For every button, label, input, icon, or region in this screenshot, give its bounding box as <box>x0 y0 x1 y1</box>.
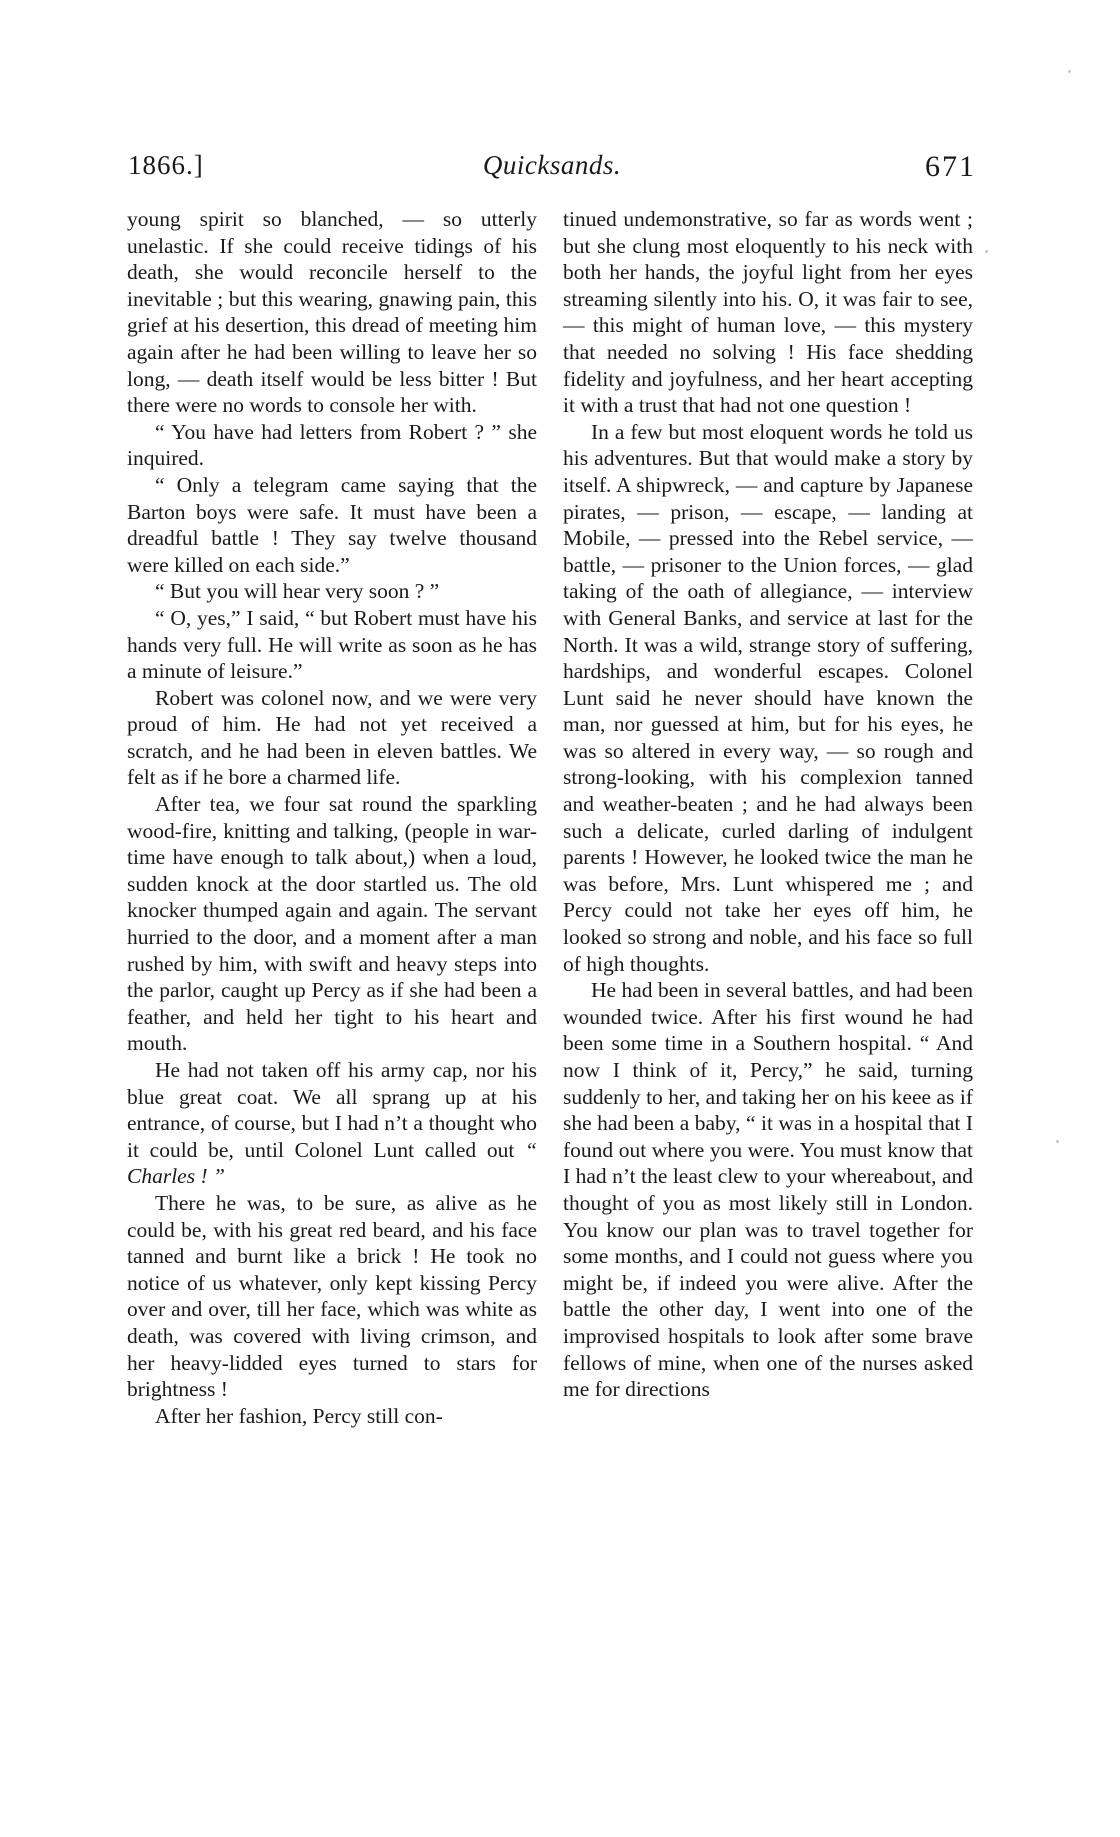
paper-speck <box>1056 1140 1059 1143</box>
paragraph: Robert was colonel now, and we were very proud of him. He had not yet received a scratch, and he had been in eleven battles. We felt as if he bore a charmed life. <box>127 685 537 790</box>
paper-speck <box>1068 70 1071 73</box>
header-title: Quicksands. <box>482 150 622 180</box>
paragraph: “ Only a telegram came saying that the Barton boys were safe. It must have been a dreadful battle ! They say twelve thousand were killed on each side.” <box>127 472 537 577</box>
paragraph: There he was, to be sure, as alive as he could be, with his great red beard, and his face tanned and burnt like a brick ! He took no notice of us whatever, only kept kissing Percy over and over, till her face, which was white as death, was covered with living crimson, and her heavy-lidded eyes turned to stars for brightness ! <box>127 1190 537 1402</box>
paragraph: “ O, yes,” I said, “ but Robert must have his hands very full. He will write as soon as he has a minute of leisure.” <box>127 605 537 684</box>
paragraph-text: He had not taken off his army cap, nor his blue great coat. We all sprang up at his entrance, of course, but I had n’t a thought who it could be, until Colonel Lunt called out <box>127 1058 537 1162</box>
header-year: 1866.] <box>128 150 204 180</box>
running-header <box>128 150 976 190</box>
paragraph: young spirit so blanched, — so utterly unelastic. If she could receive tidings of his death, she would reconcile herself to the inevitable ; but this wearing, gnawing pain, this grief at his desertion, this dread of meeting him again after he had been willing to leave her so long, — death itself would be less bitter ! But there were no words to console her with. <box>127 207 537 418</box>
paragraph: He had been in several battles, and had been wounded twice. After his first wound he had been some time in a Southern hospital. “ And now I think of it, Percy,” he said, turning suddenly to her, and taking her on his keee as if she had been a baby, “ it was in a hospital that I found out where you were. You must know that I had n’t the least clew to your whereabout, and thought of you as most likely still in London. You know our plan was to travel together for some months, and I could not guess where you might be, if indeed you were alive. After the battle the other day, I went into one of the improvised hospitals to look after some brave fellows of mine, when one of the nurses asked me for directions <box>563 978 973 1402</box>
paragraph: “ But you will hear very soon ? ” <box>155 579 440 604</box>
paragraph-with-exclamation <box>127 1057 537 1190</box>
italic-exclamation: “ Charles ! ” <box>127 1137 537 1189</box>
paper-speck <box>985 250 988 253</box>
paragraph: In a few but most eloquent words he told us his adventures. But that would make a story by itself. A shipwreck, — and capture by Japanese pirates, — prison, — escape, — landing at Mobile, — pressed into the Rebel service, — battle, — prisoner to the Union forces, — glad taking of the oath of allegiance, — interview with General Banks, and service at last for the North. It was a wild, strange story of suffering, hardships, and wonderful escapes. Colonel Lunt said he never should have known the man, nor guessed at him, but for his eyes, he was so altered in every way, — so rough and strong-looking, with his complexion tanned and weather-beaten ; and he had always been such a delicate, curled darling of indulgent parents ! However, he looked twice the man he was before, Mrs. Lunt whispered me ; and Percy could not take her eyes off him, he looked so strong and noble, and his face so full of high thoughts. <box>563 419 973 976</box>
paragraph: tinued undemonstrative, so far as words went ; but she clung most eloquently to his neck with both her hands, the joyful light from her eyes streaming silently into his. O, it was fair to see, — this might of human love, — this mystery that needed no solving ! His face shedding fidelity and joyfulness, and her heart accepting it with a trust that had not one question ! <box>563 207 973 418</box>
paragraph: After tea, we four sat round the sparkling wood-fire, knitting and talking, (people in war-time have enough to talk about,) when a loud, sudden knock at the door startled us. The old knocker thumped again and again. The servant hurried to the door, and a moment after a man rushed by him, with swift and heavy steps into the parlor, caught up Percy as if she had been a feather, and held her tight to his heart and mouth. <box>127 792 537 1056</box>
left-column <box>127 206 537 1429</box>
paragraph: “ You have had letters from Robert ? ” she inquired. <box>127 419 537 471</box>
paragraph: After her fashion, Percy still con- <box>155 1403 443 1428</box>
right-column <box>563 206 973 1403</box>
page-number: 671 <box>925 150 976 183</box>
